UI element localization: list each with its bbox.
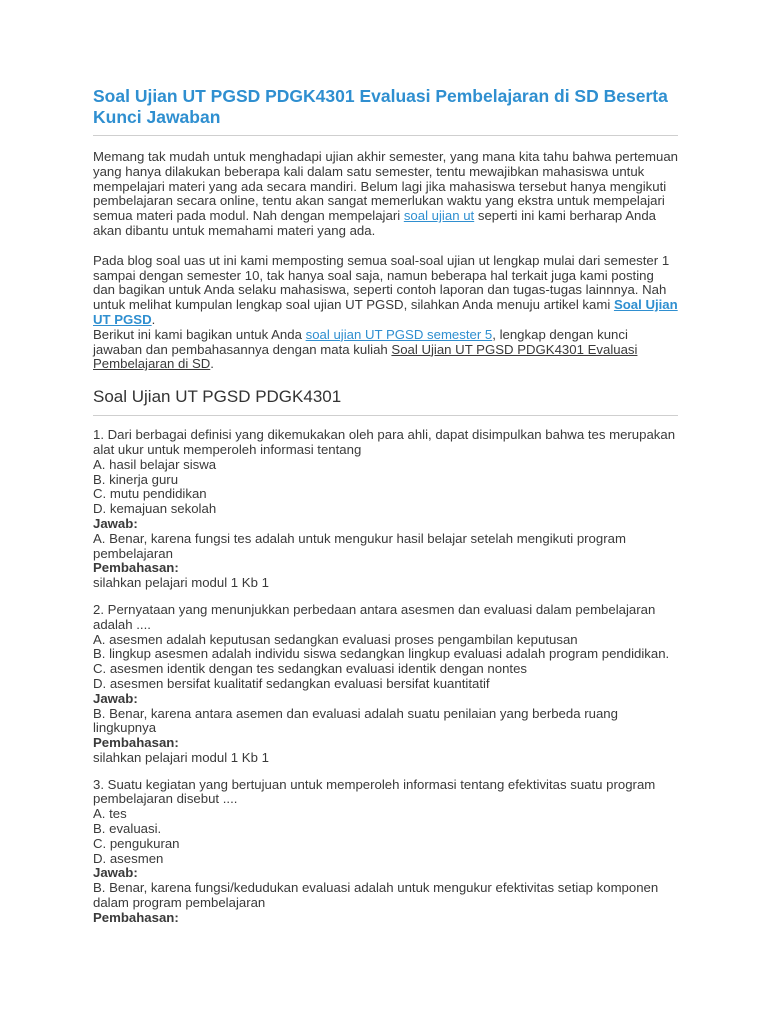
pembahasan-label: Pembahasan: [93,735,179,751]
para2-text-5: . [210,356,214,372]
question-stem: 1. Dari berbagai definisi yang dikemukakan oleh para ahli, dapat disimpulkan bahwa tes merupakan alat ukur untuk memperoleh informasi tentang [93,427,676,457]
question-2 [93,603,678,766]
blog-paragraph [93,254,678,372]
option-b: B. lingkup asesmen adalah individu siswa sedangkan lingkup evaluasi adalah program pendidikan. [93,646,670,662]
option-a: A. tes [93,806,127,822]
jawab-text: B. Benar, karena antara asemen dan evaluasi adalah suatu penilaian yang berbeda ruang lingkupnya [93,705,618,736]
soal-ujian-ut-link[interactable]: soal ujian ut [403,208,475,224]
jawab-text: B. Benar, karena fungsi/kedudukan evaluasi adalah untuk mengukur efektivitas setiap komponen dalam program pembelajaran [93,880,659,911]
para2-text-4: , lengkap dengan kunci jawaban dan pembahasannya dengan mata kuliah [93,326,628,357]
pembahasan-text: silahkan pelajari modul 1 Kb 1 [93,749,269,765]
option-b: B. kinerja guru [93,471,179,487]
question-1 [93,428,678,591]
option-d: D. asesmen [93,850,164,866]
para2-text-1: Pada blog soal uas ut ini kami memposting semua soal-soal ujian ut lengkap mulai dari semester 1 sampai dengan semester 10, tak hanya soal saja, namun beberapa hal terkait juga kami posting dan bagikan untuk Anda selaku mahasiswa, seperti contoh laporan dan tugas-tugas lainnnya. Nah untuk melihat kumpulan lengkap soal ujian UT PGSD, silahkan Anda menuju artikel kami [93,252,670,313]
option-d: D. asesmen bersifat kualitatif sedangkan evaluasi bersifat kuantitatif [93,675,490,691]
article [93,86,678,926]
option-c: C. asesmen identik dengan tes sedangkan evaluasi identik dengan nontes [93,661,528,677]
pembahasan-label: Pembahasan: [93,909,179,925]
para2-text-3: Berikut ini kami bagikan untuk Anda [93,326,306,342]
pembahasan-text: silahkan pelajari modul 1 Kb 1 [93,575,269,591]
option-d: D. kemajuan sekolah [93,501,217,517]
jawab-label: Jawab: [93,865,138,881]
para2-text-2: . [151,311,156,327]
jawab-label: Jawab: [93,515,138,531]
pdgk4301-link[interactable]: Soal Ujian UT PGSD PDGK4301 Evaluasi Pembelajaran di SD [93,341,638,372]
intro-text-2: seperti ini kami berharap Anda akan dibantu untuk memahami materi yang ada. [93,208,657,238]
page-title: Soal Ujian UT PGSD PDGK4301 Evaluasi Pembelajaran di SD Beserta Kunci Jawaban [93,86,668,127]
title-divider [93,135,678,136]
section-divider [93,415,678,416]
question-stem: 3. Suatu kegiatan yang bertujuan untuk memperoleh informasi tentang efektivitas suatu program pembelajaran disebut .... [93,776,656,807]
option-c: C. mutu pendidikan [93,486,207,502]
option-a: A. asesmen adalah keputusan sedangkan evaluasi proses pengambilan keputusan [93,631,578,647]
section-title: Soal Ujian UT PGSD PDGK4301 [93,387,342,407]
option-a: A. hasil belajar siswa [93,456,217,472]
pembahasan-label: Pembahasan: [93,560,179,576]
jawab-text: A. Benar, karena fungsi tes adalah untuk mengukur hasil belajar setelah mengikuti program pembelajaran [93,530,626,561]
jawab-label: Jawab: [93,690,138,706]
soal-ujian-ut-pgsd-link[interactable]: Soal Ujian UT PGSD [93,297,678,327]
intro-paragraph [93,150,678,239]
semester-5-link[interactable]: soal ujian UT PGSD semester 5 [305,326,493,342]
question-stem: 2. Pernyataan yang menunjukkan perbedaan antara asesmen dan evaluasi dalam pembelajaran adalah .... [93,601,656,632]
option-b: B. evaluasi. [93,821,162,837]
option-c: C. pengukuran [93,835,180,851]
intro-text-1: Memang tak mudah untuk menghadapi ujian akhir semester, yang mana kita tahu bahwa pertemuan yang hanya dilakukan beberapa kali dalam satu semester, tentu mewajibkan mahasiswa untuk mempelajari materi yang ada secara mandiri. Belum lagi jika mahasiswa tersebut hanya mengikuti pembelajaran secara online, tentu akan sangat memerlukan waktu yang ekstra untuk mempelajari semua materi pada modul. Nah dengan mempelajari [93,149,678,224]
question-3 [93,778,678,926]
